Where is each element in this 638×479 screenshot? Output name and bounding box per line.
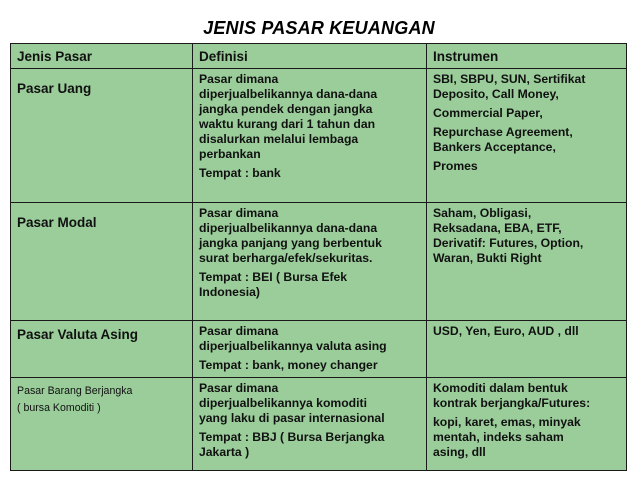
table-row bbox=[11, 69, 627, 203]
cell-instrumen bbox=[427, 378, 627, 471]
cell-definisi bbox=[193, 203, 427, 321]
cell-text: perbankan bbox=[199, 147, 261, 161]
cell-text: ( bursa Komoditi ) bbox=[17, 402, 101, 414]
cell-text: Indonesia) bbox=[199, 285, 260, 299]
cell-text: Bankers Acceptance, bbox=[433, 140, 556, 154]
cell-instrumen bbox=[427, 321, 627, 378]
cell-text: diperjualbelikannya dana-dana bbox=[199, 221, 378, 235]
cell-text: Pasar Valuta Asing bbox=[17, 327, 139, 342]
cell-jenis-pasar bbox=[11, 203, 193, 321]
cell-text: diperjualbelikannya valuta asing bbox=[199, 339, 387, 353]
table-row bbox=[11, 203, 627, 321]
cell-text: Komoditi dalam bentuk bbox=[433, 381, 568, 395]
header-instrumen: Instrumen bbox=[427, 44, 627, 69]
cell-text: Derivatif: Futures, Option, bbox=[433, 236, 584, 250]
cell-text: Pasar dimana bbox=[199, 324, 279, 338]
cell-text: Pasar dimana bbox=[199, 381, 279, 395]
table-row bbox=[11, 378, 627, 471]
cell-text: Deposito, Call Money, bbox=[433, 87, 559, 101]
cell-text: disalurkan melalui lembaga bbox=[199, 132, 359, 146]
cell-text: Tempat : bank bbox=[199, 166, 281, 180]
cell-text: Commercial Paper, bbox=[433, 106, 543, 120]
cell-text: jangka panjang yang berbentuk bbox=[199, 236, 382, 250]
header-jenis-pasar: Jenis Pasar bbox=[11, 44, 193, 69]
cell-text: Repurchase Agreement, bbox=[433, 125, 573, 139]
cell-text: Tempat : BEI ( Bursa Efek bbox=[199, 270, 348, 284]
cell-text: Tempat : BBJ ( Bursa Berjangka bbox=[199, 430, 385, 444]
cell-text: kopi, karet, emas, minyak bbox=[433, 415, 581, 429]
cell-text: kontrak berjangka/Futures: bbox=[433, 396, 591, 410]
table-row bbox=[11, 321, 627, 378]
cell-text: Reksadana, EBA, ETF, bbox=[433, 221, 562, 235]
cell-text: USD, Yen, Euro, AUD , dll bbox=[433, 324, 579, 338]
cell-instrumen bbox=[427, 69, 627, 203]
cell-text: Pasar dimana bbox=[199, 72, 279, 86]
cell-definisi bbox=[193, 69, 427, 203]
cell-text: Saham, Obligasi, bbox=[433, 206, 532, 220]
cell-definisi bbox=[193, 321, 427, 378]
cell-text: diperjualbelikannya komoditi bbox=[199, 396, 367, 410]
cell-text: waktu kurang dari 1 tahun dan bbox=[199, 117, 376, 131]
cell-text: Jakarta ) bbox=[199, 445, 250, 459]
cell-text: Pasar Uang bbox=[17, 81, 92, 96]
cell-text: SBI, SBPU, SUN, Sertifikat bbox=[433, 72, 586, 86]
cell-text: jangka pendek dengan jangka bbox=[199, 102, 373, 116]
cell-text: Promes bbox=[433, 159, 478, 173]
cell-text: mentah, indeks saham bbox=[433, 430, 564, 444]
header-definisi: Definisi bbox=[193, 44, 427, 69]
cell-definisi bbox=[193, 378, 427, 471]
cell-jenis-pasar bbox=[11, 69, 193, 203]
cell-instrumen bbox=[427, 203, 627, 321]
cell-text: Tempat : bank, money changer bbox=[199, 358, 378, 372]
cell-text: asing, dll bbox=[433, 445, 486, 459]
cell-text: yang laku di pasar internasional bbox=[199, 411, 385, 425]
cell-text: diperjualbelikannya dana-dana bbox=[199, 87, 378, 101]
cell-jenis-pasar bbox=[11, 378, 193, 471]
cell-jenis-pasar bbox=[11, 321, 193, 378]
cell-text: Pasar dimana bbox=[199, 206, 279, 220]
page-title: JENIS PASAR KEUANGAN bbox=[203, 18, 435, 38]
cell-text: surat berharga/efek/sekuritas. bbox=[199, 251, 373, 265]
cell-text: Waran, Bukti Right bbox=[433, 251, 542, 265]
cell-text: Pasar Barang Berjangka bbox=[17, 385, 133, 397]
financial-market-table bbox=[10, 43, 627, 471]
cell-text: Pasar Modal bbox=[17, 215, 97, 230]
table-header-row bbox=[11, 44, 627, 69]
